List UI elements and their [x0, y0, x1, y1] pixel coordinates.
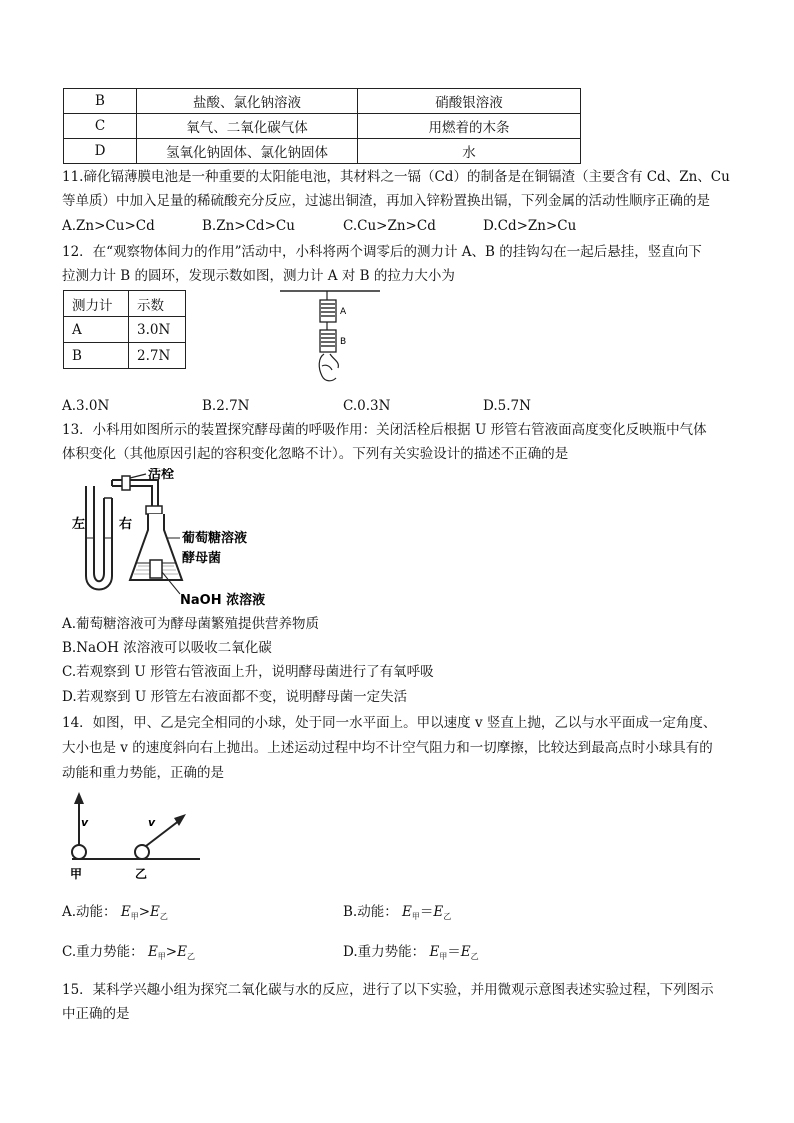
q12-option-b: B.2.7N	[202, 398, 250, 414]
force-meter-table	[63, 290, 186, 369]
table-row	[64, 343, 186, 369]
q15-stem-line-2: 中正确的是	[62, 1006, 130, 1022]
velocity-label-2: v	[148, 816, 156, 829]
q14-stem-line-3: 动能和重力势能，正确的是	[62, 765, 224, 781]
q15-stem-line-1: 15．某科学兴趣小组为探究二氧化碳与水的反应，进行了以下实验，并用微观示意图表述实验过程，下列图示	[62, 982, 714, 998]
table-cell: B	[64, 89, 137, 114]
q14-option-c: C.重力势能： $E_甲>E_乙$	[62, 944, 195, 961]
table-cell: 氧气、二氧化碳气体	[137, 114, 358, 139]
table-cell: 2.7N	[129, 343, 186, 369]
meter-b-label: B	[340, 337, 347, 347]
q12-stem-line-1: 12．在“观察物体间力的作用”活动中，小科将两个调零后的测力计 A、B 的挂钩勾在一起后悬挂，竖直向下	[62, 244, 702, 260]
ball-yi-label: 乙	[135, 867, 148, 880]
table-cell: A	[64, 317, 129, 343]
stopcock-label: 活栓	[148, 468, 175, 482]
table-header-row	[64, 291, 186, 317]
q14-stem-line-1: 14．如图，甲、乙是完全相同的小球，处于同一水平面上。甲以速度 v 竖直上抛，乙以与水平面成一定角度、	[62, 715, 717, 731]
q11-stem-line-2: 等单质）中加入足量的稀硫酸充分反应，过滤出铜渣，再加入锌粉置换出镉，下列金属的活动性顺序正确的是	[62, 193, 710, 209]
velocity-label-1: v	[81, 816, 89, 829]
naoh-label: NaOH 浓溶液	[180, 593, 266, 608]
ball-jia-label: 甲	[70, 867, 83, 880]
table-row	[64, 139, 581, 164]
q11-option-a: A.Zn>Cu>Cd	[62, 218, 155, 234]
table-cell: C	[64, 114, 137, 139]
q11-option-b: B.Zn>Cd>Cu	[202, 218, 295, 234]
q13-option-a: A.葡萄糖溶液可为酵母菌繁殖提供营养物质	[62, 616, 320, 632]
table-cell: 用燃着的木条	[358, 114, 581, 139]
spring-scale-figure	[280, 286, 380, 386]
q12-option-a: A.3.0N	[62, 398, 110, 414]
reagent-table	[63, 88, 581, 164]
table-cell: D	[64, 139, 137, 164]
hand-icon	[319, 354, 338, 381]
q11-option-c: C.Cu>Zn>Cd	[343, 218, 436, 234]
glucose-label: 葡萄糖溶液	[182, 531, 248, 546]
table-cell: 氢氧化钠固体、氯化钠固体	[137, 139, 358, 164]
table-cell: 盐酸、氯化钠溶液	[137, 89, 358, 114]
q14-stem-line-2: 大小也是 v 的速度斜向右上抛出。上述运动过程中均不计空气阻力和一切摩擦，比较达到最高点时小球具有的	[62, 740, 713, 756]
q13-option-d: D.若观察到 U 形管左右液面都不变，说明酵母菌一定失活	[62, 689, 408, 705]
q13-option-c: C.若观察到 U 形管右管液面上升，说明酵母菌进行了有氧呼吸	[62, 664, 434, 680]
q11-option-d: D.Cd>Zn>Cu	[483, 218, 577, 234]
table-row	[64, 89, 581, 114]
q13-stem-line-1: 13．小科用如图所示的装置探究酵母菌的呼吸作用：关闭活栓后根据 U 形管右管液面高度变化反映瓶中气体	[62, 422, 707, 438]
q13-option-b: B.NaOH 浓溶液可以吸收二氧化碳	[62, 640, 272, 656]
q12-option-d: D.5.7N	[483, 398, 531, 414]
q13-stem-line-2: 体积变化（其他原因引起的容积变化忽略不计）。下列有关实验设计的描述不正确的是	[62, 446, 569, 462]
projectile-figure	[62, 786, 212, 880]
table-cell: 3.0N	[129, 317, 186, 343]
left-label: 左	[72, 517, 86, 532]
meter-a-label: A	[340, 307, 347, 317]
yeast-label: 酵母菌	[182, 551, 222, 566]
q12-option-c: C.0.3N	[343, 398, 391, 414]
table-cell: B	[64, 343, 129, 369]
table-row	[64, 114, 581, 139]
q14-option-b: B.动能： $E_甲=E_乙$	[343, 904, 452, 921]
table-header: 示数	[129, 291, 186, 317]
yeast-apparatus-figure	[64, 468, 284, 610]
q12-stem-line-2: 拉测力计 B 的圆环，发现示数如图，测力计 A 对 B 的拉力大小为	[62, 268, 455, 284]
table-row	[64, 317, 186, 343]
table-header: 测力计	[64, 291, 129, 317]
table-cell: 水	[358, 139, 581, 164]
q14-option-d: D.重力势能： $E_甲=E_乙$	[343, 944, 479, 961]
table-cell: 硝酸银溶液	[358, 89, 581, 114]
q11-stem-line-1: 11.碲化镉薄膜电池是一种重要的太阳能电池，其材料之一镉（Cd）的制备是在铜镉渣（主要含有 Cd、Zn、Cu	[62, 169, 730, 185]
q14-option-a: A.动能： $E_甲>E_乙$	[62, 904, 168, 921]
right-label: 右	[119, 517, 133, 532]
